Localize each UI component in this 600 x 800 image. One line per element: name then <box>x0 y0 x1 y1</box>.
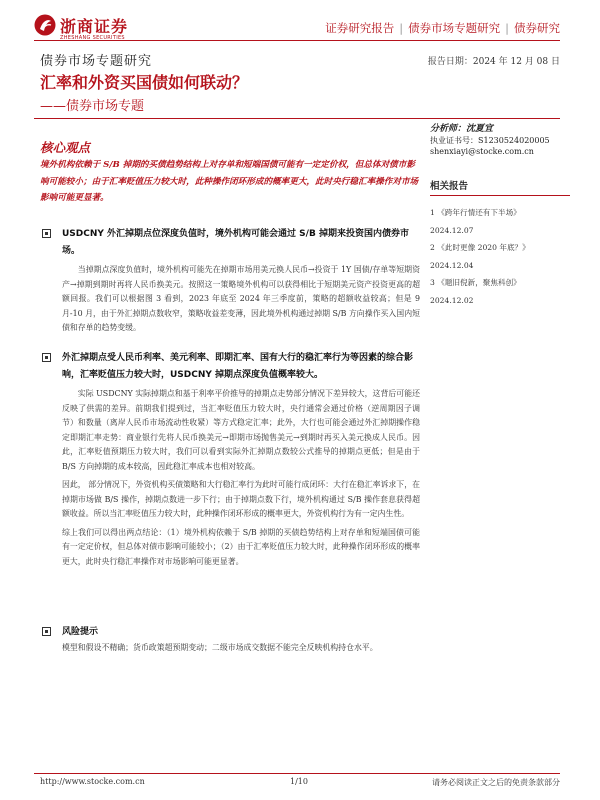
analyst-cert: 执业证书号：S1230524020005 <box>430 136 550 145</box>
report-subtitle: ——债券市场专题 <box>40 99 145 114</box>
section-heading-row <box>40 350 420 384</box>
section-body <box>40 263 420 336</box>
related-reports <box>430 178 570 309</box>
related-reports-list <box>430 204 570 309</box>
related-report-date: 2024.12.04 <box>430 260 474 270</box>
section-heading: 外汇掉期点受人民币利率、美元利率、即期汇率、国有大行的稳汇率行为等因素的综合影响，汇率贬值压力较大时，USDCNY 掉期点深度负值概率较大。 <box>62 353 414 380</box>
header-divider <box>34 40 560 41</box>
nav-item-bond-topic: 债券市场专题研究 <box>408 21 501 35</box>
section-swap-factors <box>40 350 420 569</box>
body-paragraph: 因此， 部分情况下，外资机构买债策略和大行稳汇率行为此时可能行成闭环：大行在稳汇率诉求下，在掉期市场做 B/S 操作，掉期点数进一步下行；由于掉期点数下行，境外机构通过 S/B 操作套息获得超额收益。所以当汇率贬值压力较大时，此种操作闭环形成的概率更大，外资机构行为有一定内生性。 <box>62 480 420 518</box>
section-body <box>40 387 420 569</box>
section-swap-investment <box>40 226 420 336</box>
related-reports-heading: 相关报告 <box>430 178 570 196</box>
logo-mark-icon <box>34 14 56 36</box>
report-category-nav <box>325 20 560 36</box>
checkbox-bullet-icon <box>42 627 51 636</box>
nav-item-research-report: 证券研究报告 <box>325 21 395 35</box>
section-body <box>40 641 420 656</box>
report-title: 汇率和外资买国债如何联动？ <box>40 73 249 92</box>
body-paragraph: 实际 USDCNY 实际掉期点和基于利率平价推导的掉期点走势部分情况下差异较大，这背后可能还反映了供需的差异。前期我们提到过，当汇率贬值压力较大时，央行通常会通过价格（逆周期因子调节）和数量（离岸人民币市场流动性收紧）等方式稳定汇率；此外，大行也可能会通过外汇掉期操作稳定即期汇率走势：商业银行先将人民币换美元→即期市场抛售美元→到期时再买入美元换成人民币。因此，汇率贬值预期压力较大时，我们可以看到实际外汇掉期点数较公式推导的掉期点更低；但是由于 B/S 方向掉期的成本较高，因此稳汇率成本也相对较高。 <box>62 389 420 471</box>
risk-heading: 风险提示 <box>62 627 99 637</box>
analyst-email[interactable]: shenxiayi@stocke.com.cn <box>430 147 534 156</box>
report-date: 报告日期：2024 年 12 月 08 日 <box>427 57 560 67</box>
analyst-name: 分析师：沈夏宜 <box>430 124 494 134</box>
nav-separator: | <box>505 21 509 35</box>
section-heading-row <box>40 624 420 641</box>
page-number: 1/10 <box>290 777 308 786</box>
section-risk <box>40 624 420 656</box>
logo-text-en: ZHESHANG SECURITIES <box>60 35 125 41</box>
section-heading: USDCNY 外汇掉期点位深度负值时，境外机构可能会通过 S/B 掉期来投资国内债券市场。 <box>62 229 409 256</box>
checkbox-bullet-icon <box>42 353 51 362</box>
analyst-info <box>430 124 570 157</box>
logo-text-cn: 浙商证券 <box>60 17 129 36</box>
related-report-title[interactable]: 1 《跨年行情还有下半场》 <box>430 208 521 217</box>
related-report-date: 2024.12.07 <box>430 225 474 235</box>
related-report-title[interactable]: 2 《此时更像 2020 年底？》 <box>430 243 530 252</box>
nav-separator: | <box>399 21 404 35</box>
related-report-date: 2024.12.02 <box>430 295 474 305</box>
related-report-title[interactable]: 3 《题旧倪新，聚焦科创》 <box>430 278 521 287</box>
footer-url[interactable]: http://www.stocke.com.cn <box>40 777 145 786</box>
report-series: 债券市场专题研究 <box>40 54 153 69</box>
nav-item-bond-research: 债券研究 <box>514 21 560 35</box>
checkbox-bullet-icon <box>42 229 51 238</box>
risk-paragraph: 模型和假设不精确；货币政策超预期变动；二级市场成交数据不能完全反映机构持仓水平。 <box>62 643 378 652</box>
footer-disclaimer: 请务必阅读正文之后的免责条款部分 <box>432 778 560 787</box>
core-viewpoint-text: 境外机构依赖于 S/B 掉期的买债趋势结构上对存单和短端国债可能有一定定价权，但总体对债市影响可能较小；由于汇率贬值压力较大时，此种操作闭环形成的概率更大，此时央行稳汇率操作对市场影响可能更显著。 <box>40 160 419 203</box>
section-heading-row <box>40 226 420 260</box>
footer-divider <box>34 773 560 774</box>
core-viewpoint-label: 核心观点 <box>40 140 91 155</box>
body-paragraph: 综上我们可以得出两点结论：（1）境外机构依赖于 S/B 掉期的买债趋势结构上对存单和短端国债可能有一定定价权，但总体对债市影响可能较小；（2）由于汇率贬值压力较大时，此种操作闭环形成的概率更大，此时央行稳汇率操作对市场影响可能更显著。 <box>62 527 420 566</box>
title-divider <box>34 118 560 119</box>
body-paragraph: 当掉期点深度负值时，境外机构可能先在掉期市场用美元换人民币→投资于 1Y 国债/存单等短期资产→掉期到期时再将人民币换美元。按照这一策略境外机构可以获得相比于短期美元资产投资更高的超额回报。我们可以根据图 3 看到，2023 年底至 2024 年三季度前，策略的超额收益较高；但是 9 月-10 月，由于外汇掉期点数收窄，策略收益差变薄，因此境外机构通过掉期 S/B 方向操作买入国内短债和存单的趋势变缓。 <box>62 265 420 332</box>
